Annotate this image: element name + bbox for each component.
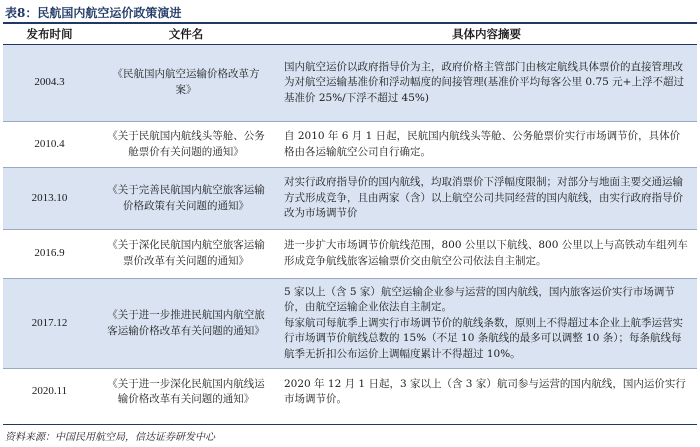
row-name: 《关于深化民航国内航空旅客运输票价改革有关问题的通知》 <box>96 230 276 279</box>
row-name: 《关于完善民航国内航空旅客运输价格政策有关问题的通知》 <box>96 168 276 230</box>
header-date: 发布时间 <box>3 24 96 45</box>
row-content: 自 2010 年 6 月 1 日起，民航国内航线头等舱、公务舱票价实行市场调节价，具体价格由各运输航空公司自行确定。 <box>276 122 697 168</box>
row-date: 2017.12 <box>3 279 96 369</box>
row-date: 2013.10 <box>3 168 96 230</box>
header-row <box>3 24 697 45</box>
row-name: 《关于进一步推进民航国内航空旅客运输价格改革有关问题的通知》 <box>96 279 276 369</box>
row-name: 《民航国内航空运输价格改革方案》 <box>96 45 276 122</box>
header-content: 具体内容摘要 <box>276 24 697 45</box>
table-row <box>3 369 697 416</box>
policy-table <box>3 24 697 416</box>
row-name: 《关于民航国内航线头等舱、公务舱票价有关问题的通知》 <box>96 122 276 168</box>
source-note: 资料来源：中国民用航空局，信达证券研发中心 <box>5 432 215 443</box>
row-content: 5 家以上（含 5 家）航空运输企业参与运营的国内航线，国内旅客运价实行市场调节价，由航空运输企业依法自主制定。 每家航司每航季上调实行市场调节价的航线条数，原则上不得超过本企业上航季运营实行市场调节价航线总数的 15%（不足 10 条航线的最多可以调整 10 条）；每条航线每航季无折扣公布运价上调幅度累计不得超过 10%。 <box>276 279 697 369</box>
header-name: 文件名 <box>96 24 276 45</box>
table-row <box>3 168 697 230</box>
table-row <box>3 279 697 369</box>
row-name: 《关于进一步深化民航国内航线运输价格改革有关问题的通知》 <box>107 377 265 406</box>
table-title: 表8：民航国内航空运价政策演进 <box>5 6 182 20</box>
row-date: 2020.11 <box>31 385 68 398</box>
row-content: 2020 年 12 月 1 日起，3 家以上（含 3 家）航司参与运营的国内航线，国内运价实行市场调节价。 <box>284 377 686 406</box>
row-content: 对实行政府指导价的国内航线，均取消票价下浮幅度限制；对部分与地面主要交通运输方式形成竞争，且由两家（含）以上航空公司共同经营的国内航线，由实行政府指导价改为市场调节价 <box>276 168 697 230</box>
row-date: 2010.4 <box>3 122 96 168</box>
table-row <box>3 45 697 122</box>
row-date: 2004.3 <box>3 45 96 122</box>
table-row <box>3 230 697 279</box>
table-row <box>3 122 697 168</box>
row-content: 进一步扩大市场调节价航线范围，800 公里以下航线、800 公里以上与高铁动车组列车形成竞争航线旅客运输票价交由航空公司依法自主制定。 <box>276 230 697 279</box>
bottom-rule <box>3 424 697 425</box>
row-date: 2016.9 <box>3 230 96 279</box>
row-content: 国内航空运价以政府指导价为主，政府价格主管部门由核定航线具体票价的直接管理改为对航空运输基准价和浮动幅度的间接管理(基准价平均每客公里 0.75 元+上浮不超过基准价 25%/下浮不超过 45%) <box>276 45 697 122</box>
